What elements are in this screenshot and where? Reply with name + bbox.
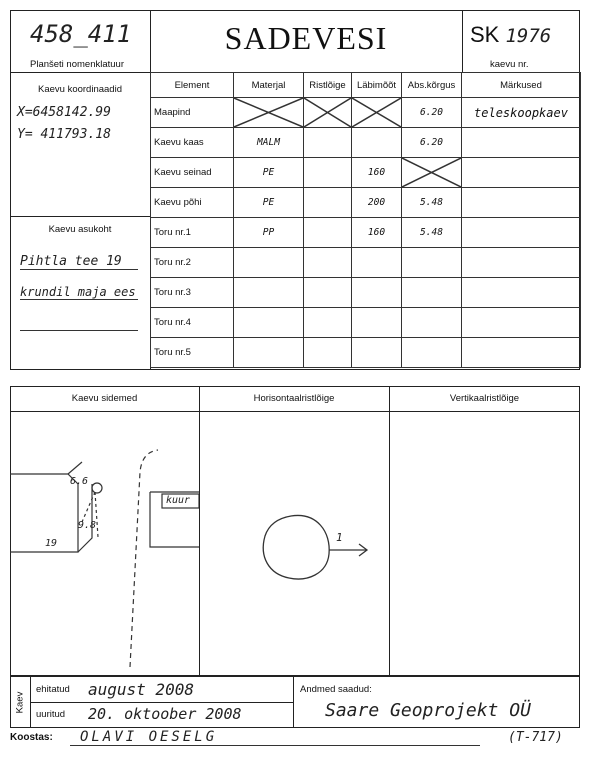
document-code: (T-717) [508, 730, 563, 745]
table-cell: 5.48 [402, 188, 462, 218]
table-header-cell: Abs.kõrgus [402, 73, 462, 98]
table-header-cell: Ristlõige [304, 73, 352, 98]
element-name: Kaevu põhi [151, 188, 234, 218]
house-outline [10, 474, 78, 552]
well-number: 1976 [505, 25, 552, 47]
table-cell [304, 158, 352, 188]
table-cell: 6.20 [402, 98, 462, 128]
table-header-row [151, 73, 581, 98]
table-cell: 160 [352, 218, 402, 248]
table-cell: PE [234, 158, 304, 188]
author-label: Koostas: [10, 732, 53, 743]
footer-mid-line [30, 702, 293, 703]
table-row [151, 98, 581, 128]
table-cell [402, 308, 462, 338]
table-cell: PP [234, 218, 304, 248]
table-cell [352, 128, 402, 158]
coords-x: X=6458142.99 [17, 105, 111, 120]
well-prefix: SK [470, 22, 500, 47]
site-sketch [10, 412, 199, 675]
sketch-col3-label: Vertikaalristlõige [449, 393, 520, 404]
built-label: ehitatud [36, 684, 70, 695]
location-label: Kaevu asukoht [48, 224, 112, 235]
table-cell [462, 218, 581, 248]
element-name: Kaevu kaas [151, 128, 234, 158]
sketch-col2-label: Horisontaalristlõige [253, 393, 335, 404]
table-row [151, 128, 581, 158]
built-value: august 2008 [88, 680, 194, 699]
crossed-cell [304, 98, 352, 128]
sketch-neighbor-label: kuur [166, 495, 191, 506]
source-label: Andmed saadud: [300, 684, 372, 695]
element-name: Toru nr.4 [151, 308, 234, 338]
element-name: Toru nr.2 [151, 248, 234, 278]
crossed-cell [402, 158, 462, 188]
table-cell [304, 128, 352, 158]
sketch-divider-2 [389, 386, 390, 676]
table-cell [304, 248, 352, 278]
well-marker [92, 483, 102, 493]
table-cell [234, 248, 304, 278]
table-cell [352, 308, 402, 338]
nomenclature-label: Planšeti nomenklatuur [30, 59, 124, 70]
table-row [151, 338, 581, 368]
location-line-3 [20, 330, 138, 331]
sketch-col1-label: Kaevu sidemed [71, 393, 138, 404]
table-row [151, 218, 581, 248]
table-cell [402, 248, 462, 278]
crossed-cell [234, 98, 304, 128]
table-cell: MALM [234, 128, 304, 158]
table-cell [304, 218, 352, 248]
sketch-dim-1: 6.6 [70, 476, 89, 487]
table-row [151, 308, 581, 338]
table-cell [462, 248, 581, 278]
coords-y: Y= 411793.18 [17, 127, 111, 142]
table-cell: teleskoopkaev [462, 98, 581, 128]
table-cell [352, 278, 402, 308]
table-cell [304, 338, 352, 368]
sketch-dim-2: 9.8 [78, 520, 97, 531]
table-cell [462, 188, 581, 218]
table-cell [462, 158, 581, 188]
footer-side-label: Kaev [14, 691, 26, 714]
crossed-cell [352, 98, 402, 128]
table-cell [462, 308, 581, 338]
table-cell [402, 338, 462, 368]
table-cell [462, 338, 581, 368]
element-name: Kaevu seinad [151, 158, 234, 188]
table-cell [462, 278, 581, 308]
table-cell: PE [234, 188, 304, 218]
element-name: Toru nr.3 [151, 278, 234, 308]
table-cell [352, 338, 402, 368]
table-header-cell: Märkused [462, 73, 581, 98]
footer-divider [293, 676, 294, 728]
elements-table [150, 72, 581, 368]
sketch-house-label: 19 [45, 538, 58, 549]
horizontal-section [199, 412, 389, 675]
page-title: SADEVESI [224, 20, 388, 56]
table-header-cell: Läbimõõt [352, 73, 402, 98]
header-divider-2 [462, 10, 463, 72]
left-divider [10, 216, 150, 217]
table-cell: 160 [352, 158, 402, 188]
table-cell: 200 [352, 188, 402, 218]
table-cell [304, 308, 352, 338]
well-label: kaevu nr. [490, 59, 529, 70]
table-cell [234, 308, 304, 338]
table-row [151, 248, 581, 278]
table-row [151, 158, 581, 188]
table-cell [402, 278, 462, 308]
surveyed-value: 20. oktoober 2008 [88, 705, 242, 723]
well-circle [263, 515, 329, 579]
well-number-box [470, 22, 551, 48]
table-cell [304, 188, 352, 218]
pipe-arrow-label: 1 [336, 531, 343, 544]
table-cell [234, 338, 304, 368]
table-row [151, 278, 581, 308]
source-value: Saare Geoprojekt OÜ [325, 700, 531, 721]
table-header-cell: Element [151, 73, 234, 98]
location-line-2: krundil maja ees [20, 285, 138, 300]
table-cell: 6.20 [402, 128, 462, 158]
table-header-cell: Materjal [234, 73, 304, 98]
coords-label: Kaevu koordinaadid [38, 84, 122, 95]
element-name: Toru nr.5 [151, 338, 234, 368]
table-cell [304, 278, 352, 308]
nomenclature-value: 458_411 [30, 20, 132, 48]
table-cell: 5.48 [402, 218, 462, 248]
table-row [151, 188, 581, 218]
table-cell [462, 128, 581, 158]
location-line-1: Pihtla tee 19 [20, 254, 138, 270]
table-cell [352, 248, 402, 278]
element-name: Maapind [151, 98, 234, 128]
surveyed-label: uuritud [36, 709, 66, 720]
table-cell [234, 278, 304, 308]
element-name: Toru nr.1 [151, 218, 234, 248]
author-value: OLAVI OESELG [70, 729, 480, 746]
